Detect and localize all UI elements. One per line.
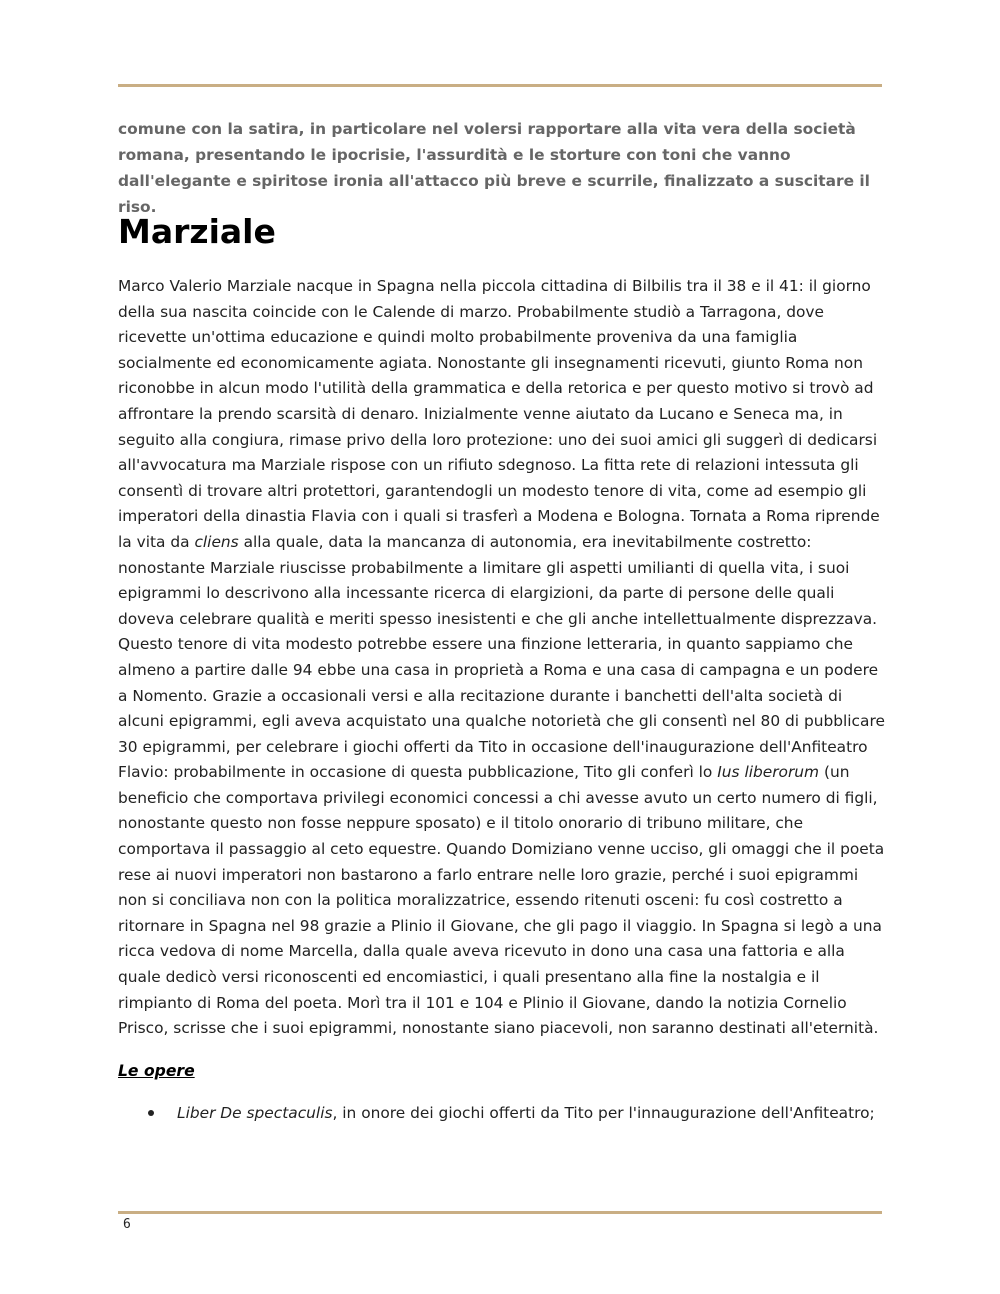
header-rule: [118, 84, 882, 87]
biography-text-part3: (un beneficio che comportava privilegi economici concessi a chi avesse avuto un certo numero di figli, nonostante questo non fosse neppure sposato) e il titolo onorario di tribuno militare, che comportava il passaggio al ceto equestre. Quando Domiziano venne ucciso, gli omaggi che il poeta rese ai nuovi imperatori non bastarono a farlo entrare nelle loro grazie, perché i suoi epigrammi non si conciliava non con la politica moralizzatrice, essendo ritenuti osceni: fu così costretto a ritornare in Spagna nel 98 grazie a Plinio il Giovane, che gli pago il viaggio. In Spagna si legò a una ricca vedova di nome Marcella, dalla quale aveva ricevuto in dono una casa una fattoria e alla quale dedicò versi riconoscenti ed encomiastici, i quali presentano alla fine la nostalgia e il rimpianto di Roma del poeta. Morì tra il 101 e 104 e Plinio il Giovane, dando la notizia Cornelio Prisco, scrisse che i suoi epigrammi, nonostante siano piacevoli, non saranno destinati all'eternità.: [118, 763, 885, 1038]
work-description: , in onore dei giochi offerti da Tito per l'innaugurazione dell'Anfiteatro;: [332, 1104, 875, 1122]
biography-text-part1: Marco Valerio Marziale nacque in Spagna nella piccola cittadina di Bilbilis tra il 38 e il 41: il giorno della sua nascita coincide con le Calende di marzo. Probabilmente studiò a Tarragona, dove ricevette un'ottima educazione e quindi molto probabilmente proveniva da una famiglia socialmente ed economicamente agiata. Nonostante gli insegnamenti ricevuti, giunto Roma non riconobbe in alcun modo l'utilità della grammatica e della retorica e per questo motivo si trovò ad affrontare la prendo scarsità di denaro. Inizialmente venne aiutato da Lucano e Seneca ma, in seguito alla congiura, rimase privo della loro protezione: uno dei suoi amici gli suggerì di dedicarsi all'avvocatura ma Marziale rispose con un rifiuto sdegnoso. La fitta rete di relazioni intessuta gli consentì di trovare altri protettori, garantendogli un modesto tenore di vita, come ad esempio gli imperatori della dinastia Flavia con i quali si trasferì a Modena e Bologna. Tornata a Roma riprende la vita da: [118, 277, 880, 551]
intro-paragraph: comune con la satira, in particolare nel volersi rapportare alla vita vera della società romana, presentando le ipocrisie, l'assurdità e le storture con toni che vanno dall'elegante e spiritose ironia all'attacco più breve e scurrile, finalizzato a suscitare il riso.: [118, 120, 870, 216]
list-item: [118, 1100, 888, 1126]
biography-text-part2: alla quale, data la mancanza di autonomia, era inevitabilmente costretto: nonostante Marziale riuscisse probabilmente a limitare gli aspetti umilianti di quella vita, i suoi epigrammi lo descrivono alla incessante ricerca di elargizioni, da parte di persone delle quali doveva celebrare qualità e meriti spesso inesistenti e che gli anche intellettualmente disprezzava. Questo tenore di vita modesto potrebbe essere una finzione letteraria, in quanto sappiamo che almeno a partire dalle 94 ebbe una casa in proprietà a Roma e una casa di campagna e un podere a Nomento. Grazie a occasionali versi e alla recitazione durante i banchetti dell'alta società di alcuni epigrammi, egli aveva acquistato una qualche notorietà che gli consentì nel 80 di pubblicare 30 epigrammi, per celebrare i giochi offerti da Tito in occasione dell'inaugurazione dell'Anfiteatro Flavio: probabilmente in occasione di questa pubblicazione, Tito gli conferì lo: [118, 532, 885, 782]
works-subheading: Le opere: [118, 1062, 195, 1080]
biography-paragraph: [118, 274, 886, 1042]
italic-term-cliens: cliens: [194, 532, 239, 551]
bullet-icon: [148, 1110, 154, 1116]
section-heading: Marziale: [118, 212, 276, 251]
works-list: [118, 1100, 888, 1126]
italic-term-ius-liberorum: Ius liberorum: [717, 763, 820, 782]
footer-rule: [118, 1211, 882, 1214]
page-number: 6: [123, 1217, 131, 1232]
work-title: Liber De spectaculis: [177, 1104, 333, 1122]
